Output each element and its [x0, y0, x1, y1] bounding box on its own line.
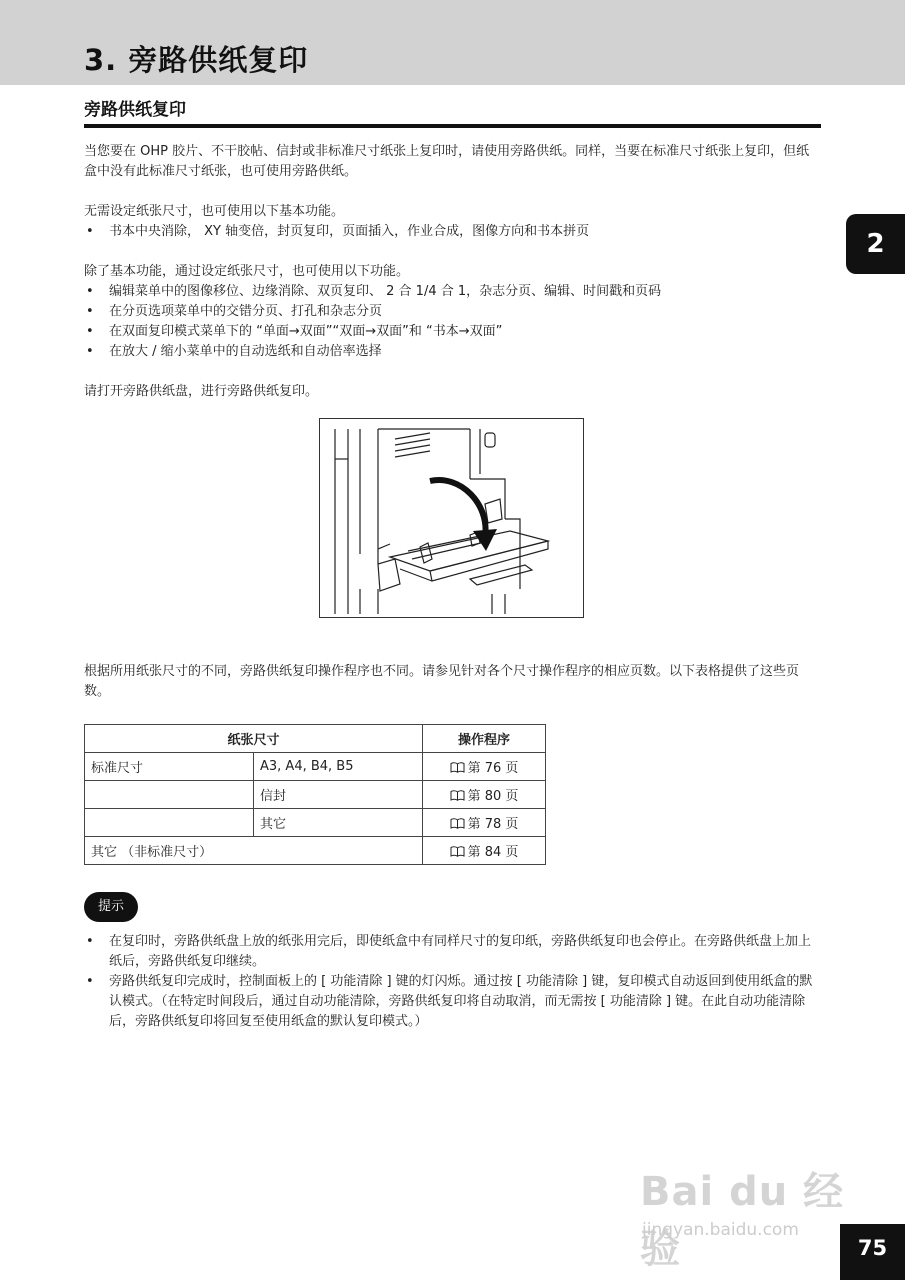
paper-size-table	[84, 724, 546, 865]
row-category: 标准尺寸	[85, 753, 254, 781]
list-item: • 书本中央消除， XY 轴变倍，封页复印，页面插入，作业合成，图像方向和书本拼页	[84, 222, 814, 242]
curved-arrow-icon	[430, 480, 486, 537]
list-item: • 旁路供纸复印完成时，控制面板上的 [ 功能清除 ] 键的灯闪烁。通过按 [ 功能清除 ] 键，复印模式自动返回到使用纸盒的默认模式。（在特定时间段后，通过自动功能清除，旁路供纸复印将自动取消，而无需按 [ 功能清除 ] 键。在此自动功能清除后，旁路供纸复印将回复至使用纸盒的默认复印模式。）	[84, 972, 819, 1032]
section-divider	[84, 124, 821, 128]
baidu-watermark	[640, 1140, 855, 1272]
page-ref-text: 第 84 页	[467, 845, 519, 860]
row-size: A3, A4, B4, B5	[254, 753, 423, 781]
row-page-ref[interactable]	[423, 837, 546, 865]
book-icon	[450, 846, 465, 857]
book-icon	[450, 762, 465, 773]
basic-functions-list	[84, 222, 814, 242]
list-item: • 编辑菜单中的图像移位、边缘消除、双页复印、 2 合 1/4 合 1，杂志分页、编辑、时间戳和页码	[84, 282, 814, 302]
open-tray-instruction: 请打开旁路供纸盘，进行旁路供纸复印。	[84, 384, 319, 399]
extra-functions-list	[84, 282, 814, 362]
book-icon	[450, 790, 465, 801]
table-header-row	[85, 725, 546, 753]
tips-list	[84, 932, 819, 1032]
tip-badge: 提示	[84, 892, 138, 922]
copier-bypass-tray-drawing	[320, 419, 584, 618]
watermark-brand: Bai du 经验	[640, 1169, 845, 1272]
row-category	[85, 781, 254, 809]
row-page-ref[interactable]	[423, 781, 546, 809]
section-title: 旁路供纸复印	[84, 100, 186, 120]
list-item: • 在复印时，旁路供纸盘上放的纸张用完后，即使纸盒中有同样尺寸的复印纸，旁路供纸复印也会停止。在旁路供纸盘上加上纸后，旁路供纸复印继续。	[84, 932, 819, 972]
table-row	[85, 753, 546, 781]
row-page-ref[interactable]	[423, 753, 546, 781]
row-size: 其它	[254, 809, 423, 837]
page-number: 75	[840, 1224, 905, 1280]
row-page-ref[interactable]	[423, 809, 546, 837]
procedure-intro: 根据所用纸张尺寸的不同，旁路供纸复印操作程序也不同。请参见针对各个尺寸操作程序的相应页数。以下表格提供了这些页数。	[84, 664, 800, 699]
extra-functions-intro: 除了基本功能，通过设定纸张尺寸，也可使用以下功能。	[84, 264, 410, 279]
header-paper-size: 纸张尺寸	[85, 725, 423, 753]
basic-functions-intro: 无需设定纸张尺寸，也可使用以下基本功能。	[84, 204, 345, 219]
intro-paragraph: 当您要在 OHP 胶片、不干胶帖、信封或非标准尺寸纸张上复印时，请使用旁路供纸。同样，当要在标准尺寸纸张上复印，但纸盒中没有此标准尺寸纸张，也可使用旁路供纸。	[84, 144, 810, 179]
list-item: • 在分页选项菜单中的交错分页、打孔和杂志分页	[84, 302, 814, 322]
header-procedure: 操作程序	[423, 725, 546, 753]
row-size: 信封	[254, 781, 423, 809]
row-category	[85, 809, 254, 837]
watermark-url: jingyan.baidu.com	[642, 1220, 799, 1240]
book-icon	[450, 818, 465, 829]
table-row	[85, 837, 546, 865]
chapter-tab[interactable]: 2	[846, 214, 905, 274]
table-row	[85, 781, 546, 809]
page-ref-text: 第 80 页	[467, 789, 519, 804]
page-ref-text: 第 78 页	[467, 817, 519, 832]
page-ref-text: 第 76 页	[467, 761, 519, 776]
list-item: • 在双面复印模式菜单下的 “单面→双面”“双面→双面”和 “书本→双面”	[84, 322, 814, 342]
bypass-tray-illustration	[319, 418, 584, 618]
table-row	[85, 809, 546, 837]
chapter-title: 3. 旁路供纸复印	[84, 43, 309, 77]
row-category: 其它 （非标准尺寸）	[85, 837, 423, 865]
list-item: • 在放大 / 缩小菜单中的自动选纸和自动倍率选择	[84, 342, 814, 362]
